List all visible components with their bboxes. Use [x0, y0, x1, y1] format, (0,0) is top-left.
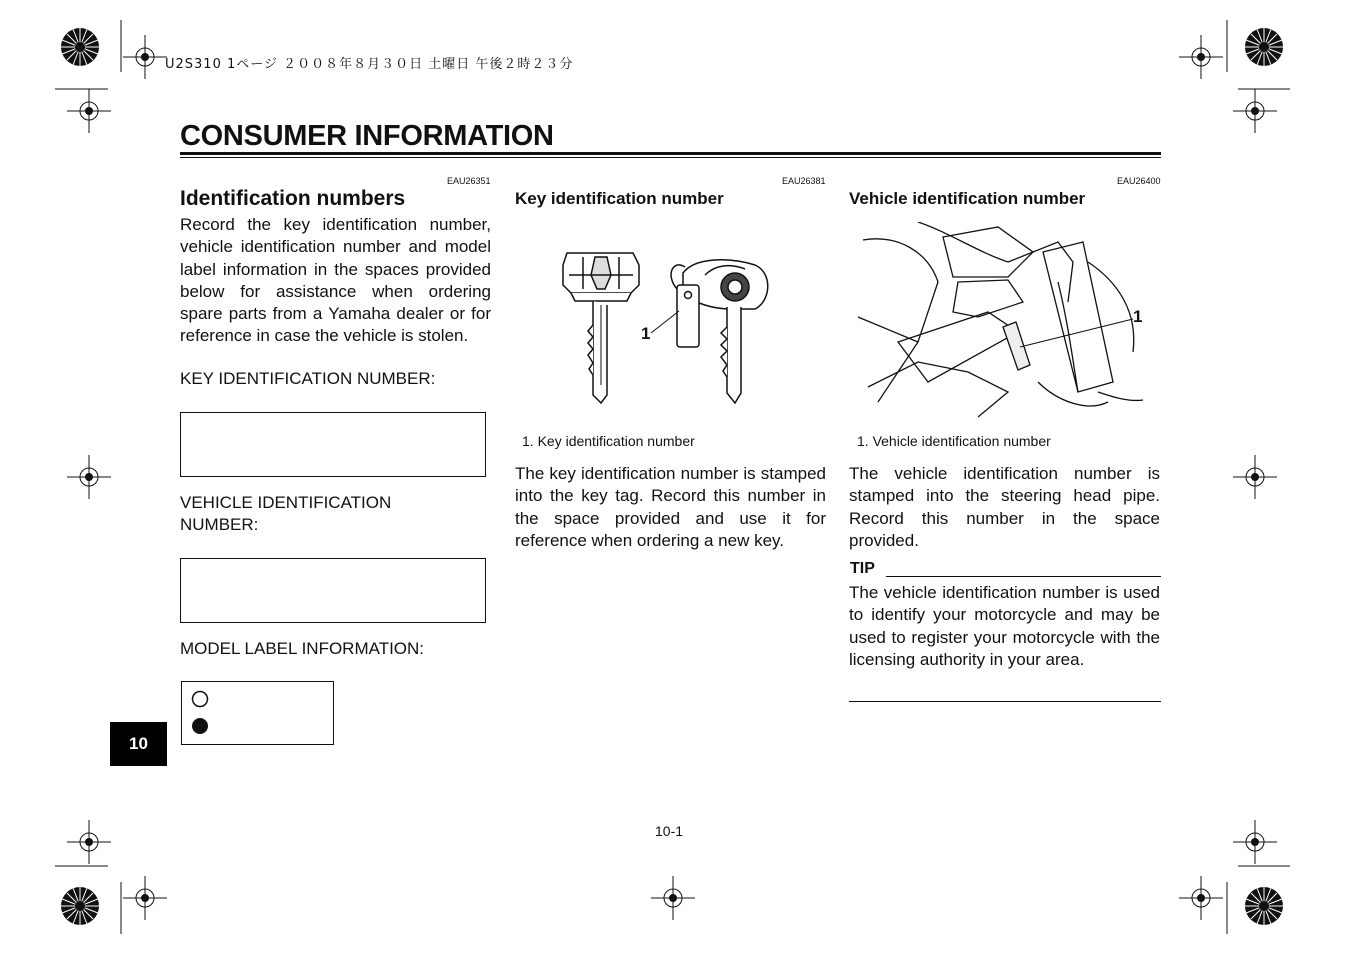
vin-figure-caption: 1. Vehicle identification number: [857, 433, 1051, 449]
section-code-right: EAU26400: [1117, 176, 1161, 186]
open-circle-icon: [193, 692, 208, 707]
vin-callout-number: 1: [1133, 307, 1143, 326]
title-rule: [180, 152, 1161, 155]
section-code-left: EAU26351: [447, 176, 491, 186]
steering-head-illustration: [858, 222, 1148, 422]
section-code-middle: EAU26381: [782, 176, 826, 186]
vin-body: The vehicle identification number is stamped into the steering head pipe. Record this number in the space provided.: [849, 464, 1160, 550]
tip-text: The vehicle identification number is used to identify your motorcycle and may be used to register your motorcycle with the licensing authority in your area.: [849, 583, 1160, 669]
tip-rule-top: [886, 576, 1161, 577]
key-illustration: [555, 245, 785, 410]
print-header: U2S310 1ページ ２００８年８月３０日 土曜日 午後２時２３分: [165, 57, 574, 72]
vehicle-id-heading: Vehicle identification number: [849, 189, 1086, 208]
filled-circle-icon: [192, 718, 208, 734]
vehicle-id-label-line1: VEHICLE IDENTIFICATION: [180, 493, 392, 512]
page-number: 10-1: [655, 823, 684, 839]
chapter-tab: 10: [110, 722, 167, 766]
key-callout-number: 1: [641, 324, 651, 343]
key-id-label: KEY IDENTIFICATION NUMBER:: [180, 369, 436, 388]
page-title: CONSUMER INFORMATION: [180, 120, 554, 152]
identification-intro: Record the key identification number, vehicle identification number and model label information in the spaces provided below for assistance when ordering spare parts from a Yamaha dealer or for reference in case the vehicle is stolen.: [180, 215, 491, 346]
model-label-heading: MODEL LABEL INFORMATION:: [180, 639, 425, 658]
key-figure-caption: 1. Key identification number: [522, 433, 695, 449]
model-label-box[interactable]: [181, 681, 334, 745]
tip-label: TIP: [850, 560, 875, 577]
identification-numbers-heading: Identification numbers: [180, 187, 406, 210]
tip-rule-bottom: [849, 701, 1161, 702]
vehicle-id-label-line2: NUMBER:: [180, 515, 259, 534]
key-id-heading: Key identification number: [515, 189, 724, 208]
title-rule-thin: [180, 157, 1161, 158]
key-id-entry-box[interactable]: [180, 412, 486, 477]
key-id-body: The key identification number is stamped into the key tag. Record this number in the space provided and use it for reference when ordering a new key.: [515, 464, 826, 550]
vehicle-id-entry-box[interactable]: [180, 558, 486, 623]
